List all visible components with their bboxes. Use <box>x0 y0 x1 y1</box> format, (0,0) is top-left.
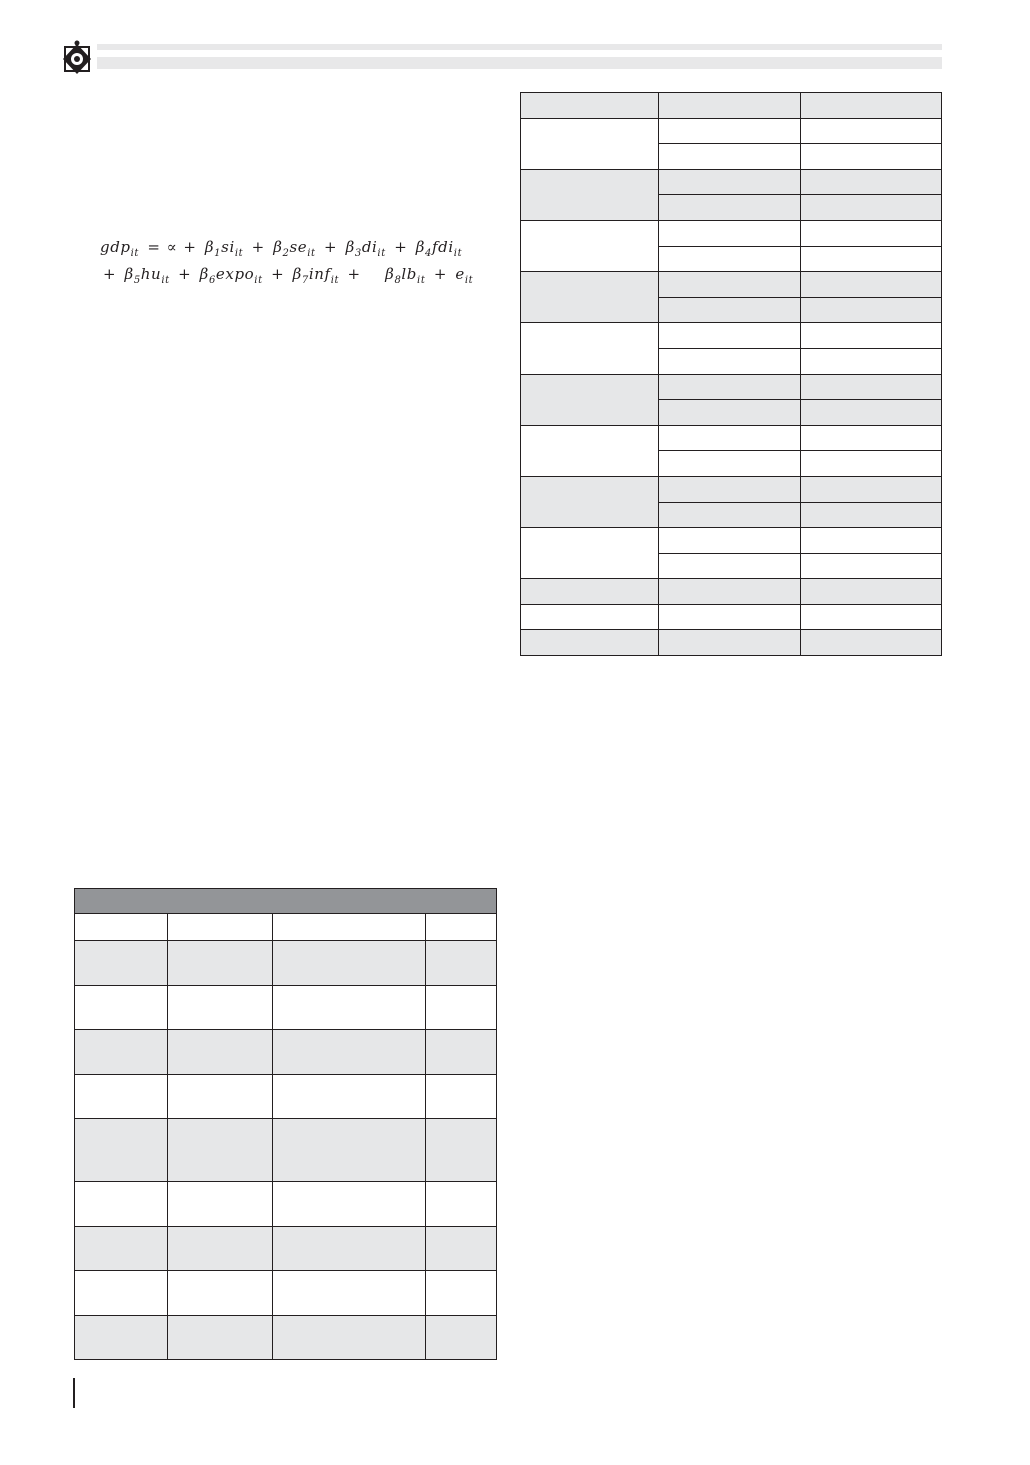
table-cell <box>801 144 942 170</box>
table-cell <box>801 195 942 221</box>
table-row <box>521 630 942 656</box>
table-cell <box>659 246 801 272</box>
table-cell <box>801 451 942 477</box>
table-row <box>521 169 942 195</box>
table-row <box>75 941 497 986</box>
table-row <box>521 579 942 605</box>
table-cell <box>521 528 659 579</box>
table-cell <box>273 1271 426 1316</box>
table-cell <box>75 1315 168 1360</box>
table-cell <box>426 941 497 986</box>
table-cell <box>659 297 801 323</box>
table-cell <box>801 169 942 195</box>
table-cell <box>273 1315 426 1360</box>
table-row <box>521 528 942 554</box>
table-header-row <box>75 914 497 941</box>
table-cell <box>426 1315 497 1360</box>
table-cell <box>801 502 942 528</box>
table-row <box>521 604 942 630</box>
table-cell <box>801 348 942 374</box>
table-cell <box>659 528 801 554</box>
table-cell <box>801 297 942 323</box>
table-cell <box>273 941 426 986</box>
table-row <box>75 1030 497 1075</box>
table-cell <box>75 985 168 1030</box>
table-cell <box>168 1074 273 1119</box>
table-row <box>75 1119 497 1182</box>
table-row <box>75 1226 497 1271</box>
table-cell <box>801 553 942 579</box>
equation-line-2: + $\beta_5hu_{it} + \beta_6\exp o_{it} + \beta_7inf_{it}$ + $\beta_8lb_{it} + e_{it}$ <box>103 265 474 286</box>
table-cell <box>426 1074 497 1119</box>
table-cell <box>659 220 801 246</box>
table-cell <box>273 1182 426 1227</box>
table-cell <box>801 374 942 400</box>
results-table <box>520 92 942 656</box>
table-cell <box>801 604 942 630</box>
table-cell <box>521 374 659 425</box>
table-cell <box>521 169 659 220</box>
table-cell <box>659 374 801 400</box>
table-cell <box>659 604 801 630</box>
table-row <box>75 1074 497 1119</box>
table-cell <box>426 1030 497 1075</box>
table-cell <box>521 118 659 169</box>
table-cell <box>659 425 801 451</box>
table-cell <box>168 1030 273 1075</box>
journal-logo-icon <box>60 40 94 76</box>
table-cell <box>521 476 659 527</box>
table-cell <box>659 272 801 298</box>
table-row <box>521 118 942 144</box>
table-cell <box>168 1271 273 1316</box>
table-cell <box>659 118 801 144</box>
table-cell <box>659 323 801 349</box>
table-cell <box>659 348 801 374</box>
table-row <box>521 220 942 246</box>
table-cell <box>75 1226 168 1271</box>
equation-line-1: gdp$_{it}$ = ∝ + $\beta_1si_{it} + \beta_2se_{it} + \beta_3di_{it} + \beta_4fdi_{it}$ <box>100 238 463 259</box>
table-row <box>75 1271 497 1316</box>
table-cell <box>75 941 168 986</box>
table-row <box>75 985 497 1030</box>
table-row <box>521 323 942 349</box>
table-cell <box>168 941 273 986</box>
table-cell <box>801 220 942 246</box>
table-cell <box>801 630 942 656</box>
table-cell <box>426 1182 497 1227</box>
table-cell <box>659 93 801 119</box>
table-cell <box>659 476 801 502</box>
table-cell <box>659 451 801 477</box>
table-cell <box>168 985 273 1030</box>
table-cell <box>801 323 942 349</box>
table-cell <box>801 528 942 554</box>
table-row <box>521 476 942 502</box>
margin-rule <box>73 1378 75 1408</box>
table-cell <box>521 604 659 630</box>
table-cell <box>168 1315 273 1360</box>
table-cell <box>659 195 801 221</box>
table-cell <box>659 144 801 170</box>
table-cell <box>521 220 659 271</box>
table-cell <box>521 93 659 119</box>
table-row <box>75 1182 497 1227</box>
table-cell <box>168 1119 273 1182</box>
table-cell <box>75 1030 168 1075</box>
table-cell <box>521 272 659 323</box>
table-cell <box>801 246 942 272</box>
table-cell <box>75 914 168 941</box>
table-header-row <box>521 93 942 119</box>
table-cell <box>521 425 659 476</box>
table-cell <box>801 93 942 119</box>
table-cell <box>801 400 942 426</box>
table-cell <box>426 914 497 941</box>
table-cell <box>168 914 273 941</box>
table-cell <box>273 1119 426 1182</box>
table-cell <box>273 914 426 941</box>
table-cell <box>75 1119 168 1182</box>
table-cell <box>659 579 801 605</box>
table-cell <box>801 579 942 605</box>
table-cell <box>659 400 801 426</box>
table-cell <box>521 630 659 656</box>
table-cell <box>659 553 801 579</box>
table-cell <box>168 1226 273 1271</box>
table-title-cell <box>75 889 497 914</box>
table-row <box>75 1315 497 1360</box>
table-cell <box>273 1030 426 1075</box>
table-cell <box>659 169 801 195</box>
table-cell <box>801 272 942 298</box>
header-rule-thick <box>97 57 942 69</box>
table-row <box>521 272 942 298</box>
table-row <box>521 425 942 451</box>
table-cell <box>273 1074 426 1119</box>
table-cell <box>659 502 801 528</box>
table-title-row <box>75 889 497 914</box>
table-row <box>521 374 942 400</box>
table-cell <box>75 1271 168 1316</box>
table-cell <box>168 1182 273 1227</box>
table-cell <box>75 1074 168 1119</box>
table-cell <box>521 579 659 605</box>
table-cell <box>426 1271 497 1316</box>
table-cell <box>801 118 942 144</box>
table-cell <box>273 985 426 1030</box>
variables-table <box>74 888 497 1360</box>
table-cell <box>426 985 497 1030</box>
table-cell <box>521 323 659 374</box>
table-cell <box>75 1182 168 1227</box>
table-cell <box>801 425 942 451</box>
table-cell <box>659 630 801 656</box>
table-cell <box>426 1226 497 1271</box>
table-cell <box>801 476 942 502</box>
header-rule-thin <box>97 44 942 50</box>
table-cell <box>426 1119 497 1182</box>
table-cell <box>273 1226 426 1271</box>
